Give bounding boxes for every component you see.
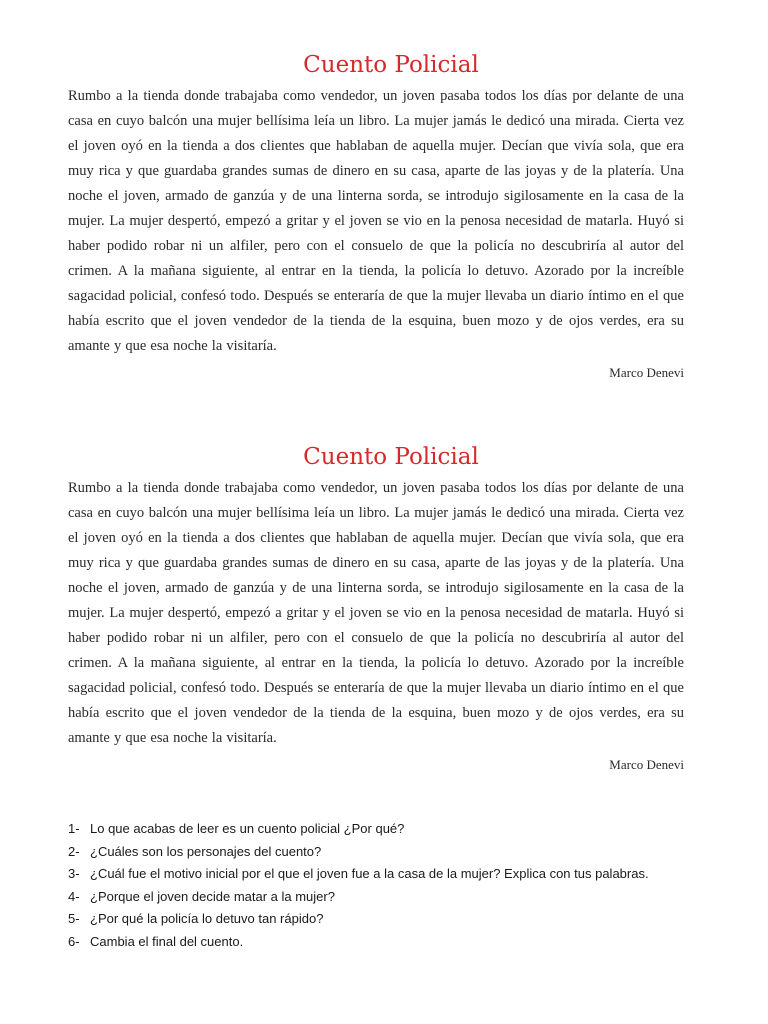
question-text: Cambia el final del cuento. xyxy=(90,933,244,949)
question-text: Lo que acabas de leer es un cuento policial ¿Por qué? xyxy=(90,821,405,836)
story-author: Marco Denevi xyxy=(609,365,684,380)
question-text: ¿Porque el joven decide matar a la mujer? xyxy=(90,888,335,904)
list-item xyxy=(68,931,708,954)
question-text: ¿Cuál fue el motivo inicial por el que el joven fue a la casa de la mujer? Explica con tus palabras. xyxy=(90,866,649,881)
story-text: Rumbo a la tienda donde trabajaba como vendedor, un joven pasaba todos los días por delante de una casa en cuyo balcón una mujer bellísima leía un libro. La mujer jamás le dedicó una mirada. Cierta vez el joven oyó en la tienda a dos clientes que hablaban de aquella mujer. Decían que vivía sola, que era muy rica y que guardaba grandes sumas de dinero en su casa, aparte de las joyas y de la platería. Una noche el joven, armado de ganzúa y de una linterna sorda, se introdujo sigilosamente en la casa de la mujer. La mujer despertó, empezó a gritar y el joven se vio en la penosa necesidad de matarla. Huyó si haber podido robar ni un alfiler, pero con el consuelo de que la policía no descubriría al autor del crimen. A la mañana siguiente, al entrar en la tienda, la policía lo detuvo. Azorado por la increíble sagacidad policial, confesó todo. Después se enteraría de que la mujer llevaba un diario íntimo en el que había escrito que el joven vendedor de la tienda de la esquina, buen mozo y de ojos verdes, era su amante y que esa noche la visitaría. xyxy=(68,480,684,746)
list-item xyxy=(68,841,708,864)
story-section-1 xyxy=(68,48,684,381)
list-item xyxy=(68,886,708,909)
question-number: 3- xyxy=(68,866,80,881)
story-title: Cuento Policial xyxy=(303,52,479,78)
story-title: Cuento Policial xyxy=(303,444,479,470)
story-text: Rumbo a la tienda donde trabajaba como vendedor, un joven pasaba todos los días por delante de una casa en cuyo balcón una mujer bellísima leía un libro. La mujer jamás le dedicó una mirada. Cierta vez el joven oyó en la tienda a dos clientes que hablaban de aquella mujer. Decían que vivía sola, que era muy rica y que guardaba grandes sumas de dinero en su casa, aparte de las joyas y de la platería. Una noche el joven, armado de ganzúa y de una linterna sorda, se introdujo sigilosamente en la casa de la mujer. La mujer despertó, empezó a gritar y el joven se vio en la penosa necesidad de matarla. Huyó si haber podido robar ni un alfiler, pero con el consuelo de que la policía no descubriría al autor del crimen. A la mañana siguiente, al entrar en la tienda, la policía lo detuvo. Azorado por la increíble sagacidad policial, confesó todo. Después se enteraría de que la mujer llevaba un diario íntimo en el que había escrito que el joven vendedor de la tienda de la esquina, buen mozo y de ojos verdes, era su amante y que esa noche la visitaría. xyxy=(68,88,684,354)
story-section-2 xyxy=(68,440,684,773)
list-item xyxy=(68,863,708,886)
question-number: 6- xyxy=(68,933,80,949)
list-item xyxy=(68,818,708,841)
question-number: 4- xyxy=(68,888,80,904)
question-number: 5- xyxy=(68,911,80,926)
question-number: 2- xyxy=(68,843,80,859)
question-text: ¿Por qué la policía lo detuvo tan rápido? xyxy=(90,911,324,926)
story-author: Marco Denevi xyxy=(609,757,684,772)
question-number: 1- xyxy=(68,821,80,836)
question-text: ¿Cuáles son los personajes del cuento? xyxy=(90,843,322,859)
list-item xyxy=(68,908,708,931)
question-list xyxy=(68,818,708,953)
